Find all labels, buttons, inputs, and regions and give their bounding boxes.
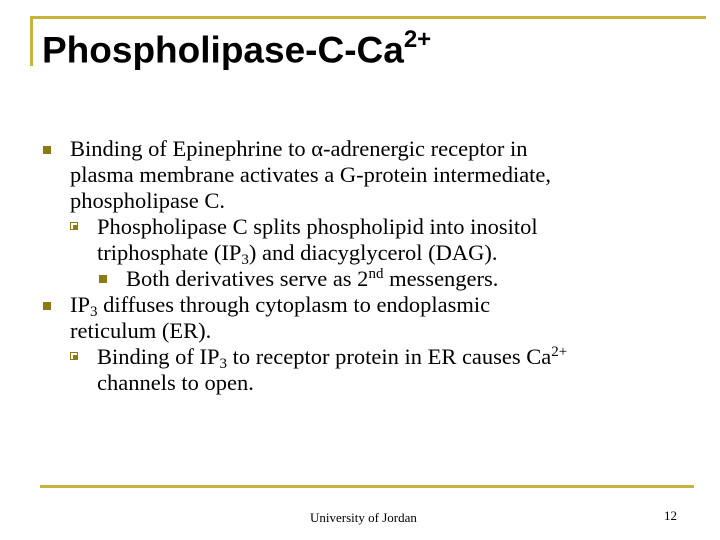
frame-accent-top [30,16,706,19]
footer-divider [40,485,694,488]
slide-title: Phospholipase-$C-Ca^{2+}$ [42,26,432,71]
bullet-epinephrine: Binding of Epinephrine to α-adrenergic receptor in plasma membrane activates a G-protein intermediate, phospholipase C. [40,136,680,214]
frame-accent-left [30,16,33,66]
sub-bullet-ca-channels: Binding of $IP_3$ to receptor protein in ER causes $Ca^{2+}$ channels to open. [40,344,680,396]
sub-sub-bullet-messengers: Both derivatives serve as 2nd messengers. [40,266,680,292]
page-number: 12 [664,508,677,523]
square-bullet-icon [43,302,51,310]
slide-content [40,136,680,396]
bullet-ip3: $IP_3$ diffuses through cytoplasm to endoplasmic reticulum (ER). [40,292,680,344]
square-bullet-icon [99,275,107,283]
sub-bullet-phospholipase: Phospholipase C splits phospholipid into inositol triphosphate $(IP_3)$ and diacyglycerol (DAG). [40,214,680,266]
footer-institution: University of Jordan [310,510,417,525]
checkbox-bullet-icon [70,352,78,360]
checkbox-bullet-icon [70,222,78,230]
square-bullet-icon [43,146,51,154]
